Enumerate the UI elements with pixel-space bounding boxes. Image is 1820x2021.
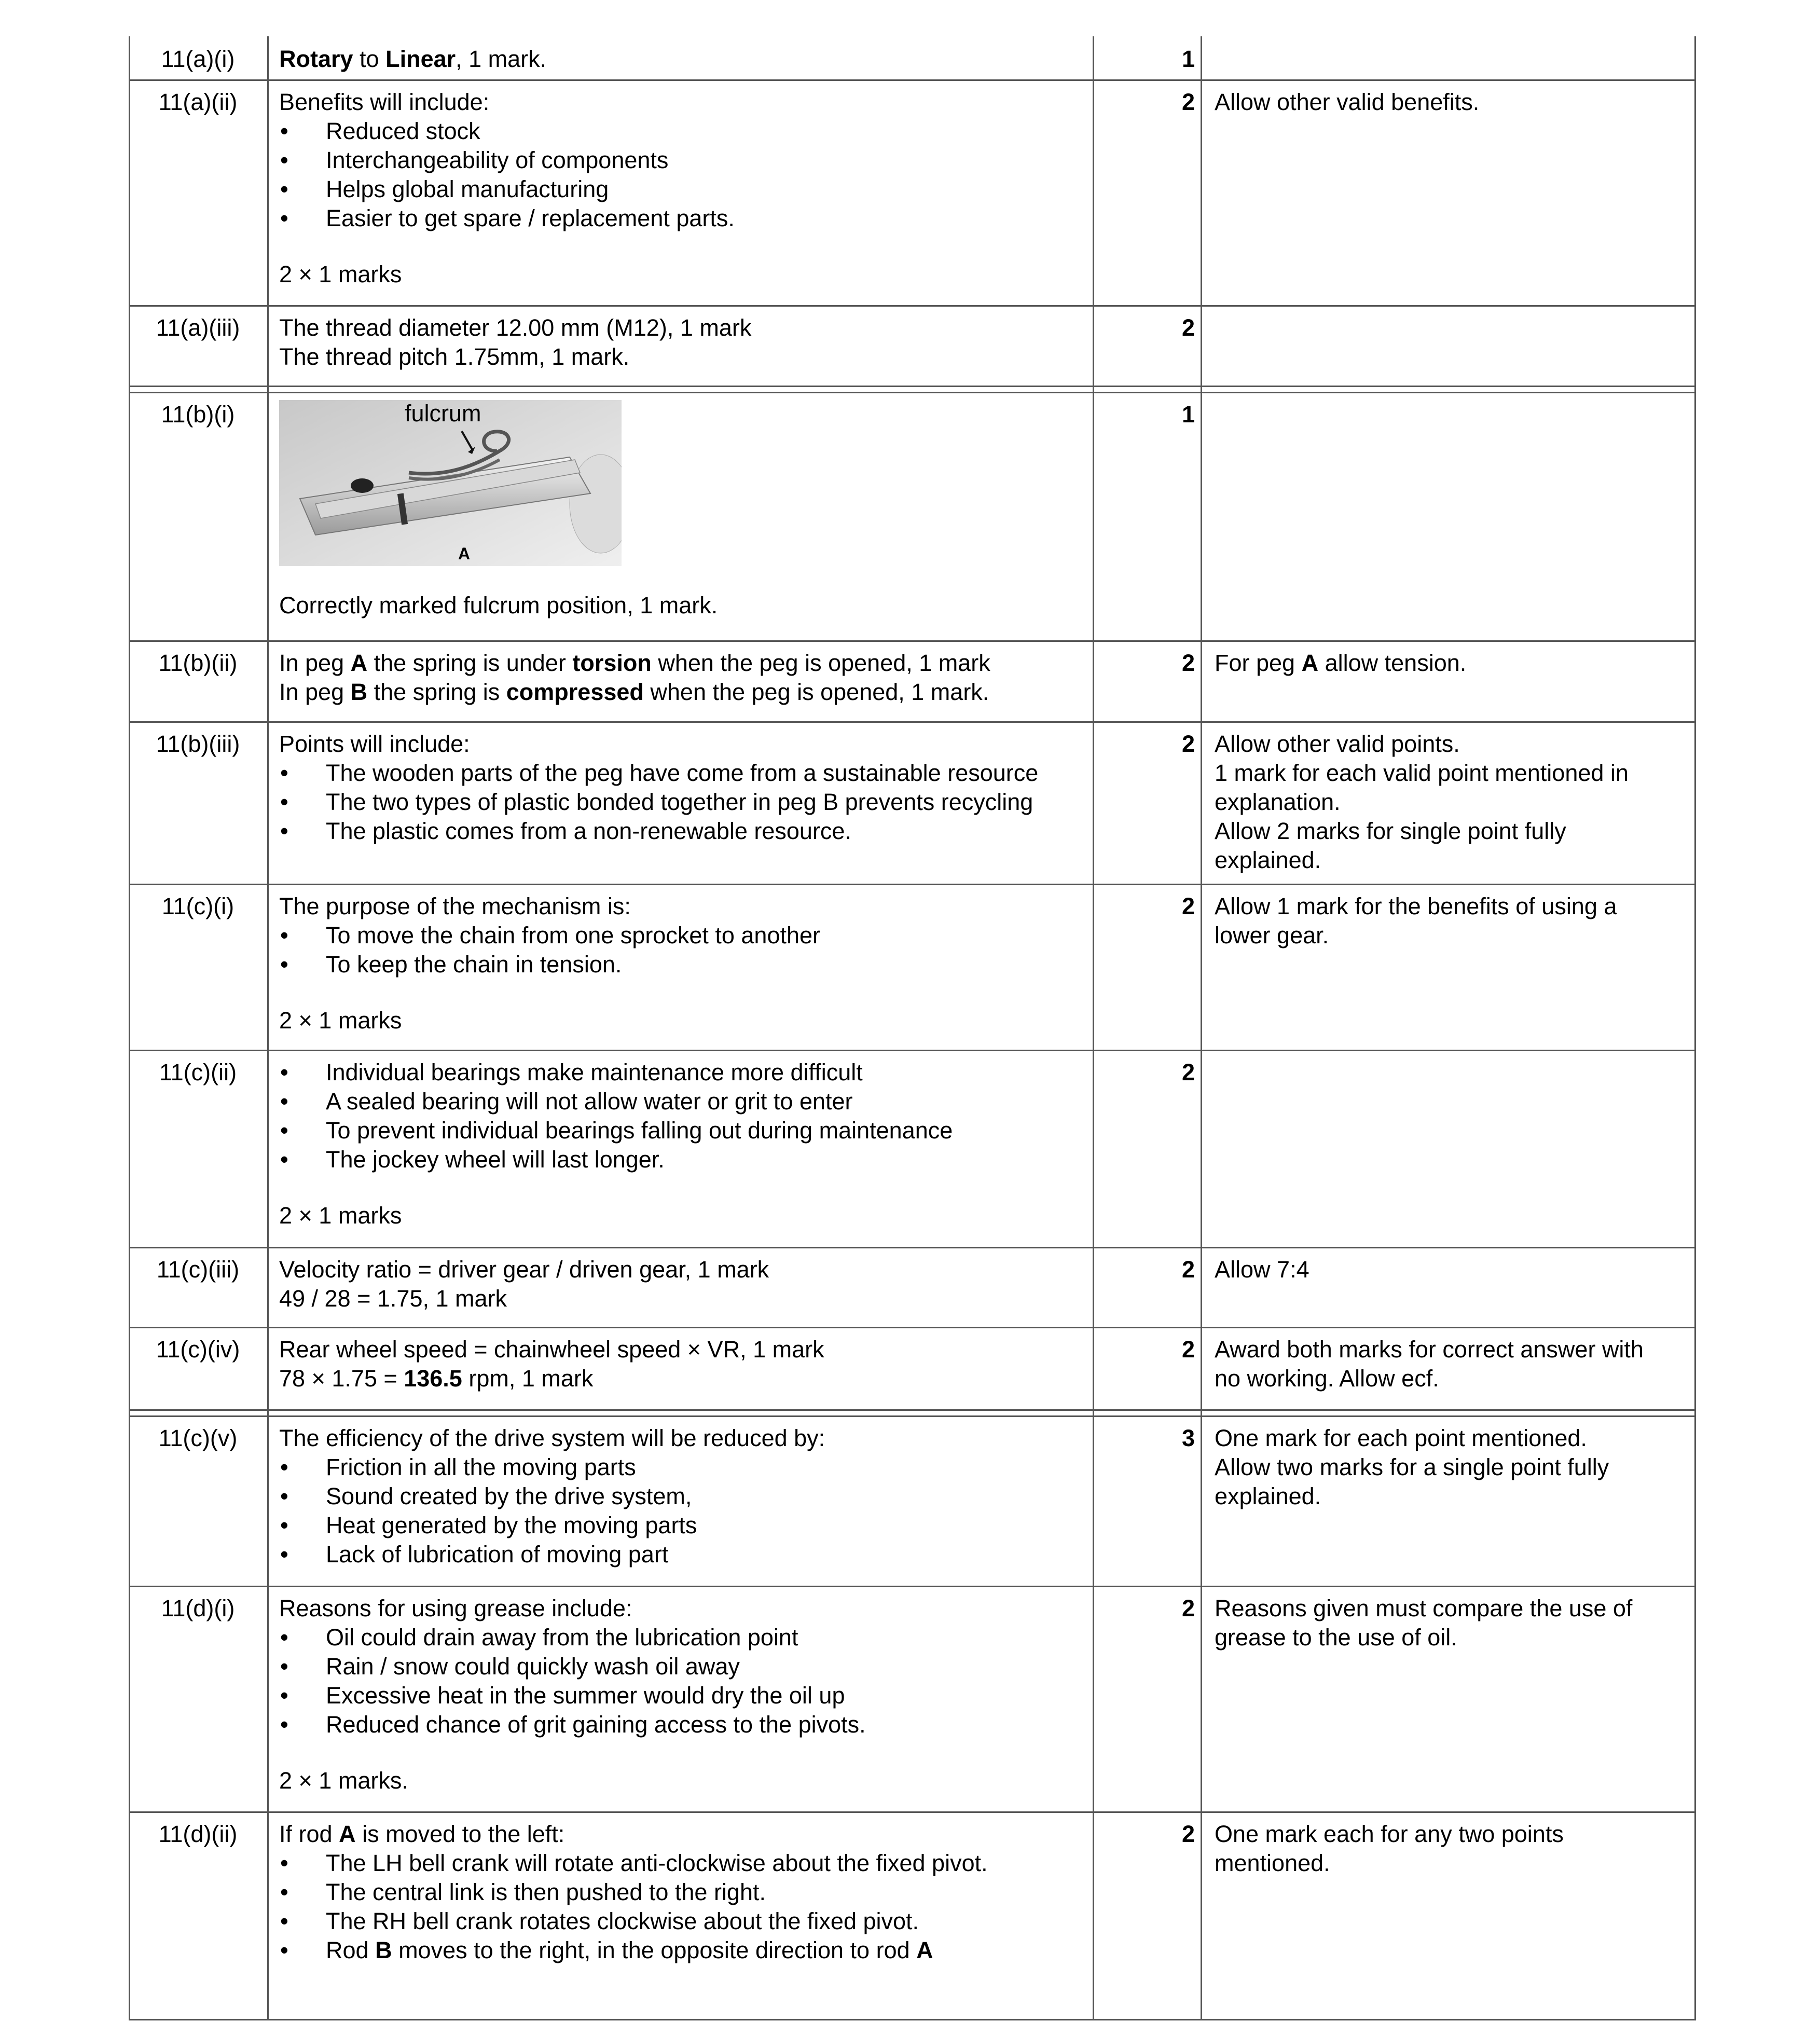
answer-cell: [279, 1255, 1088, 1313]
answer-bullet: [279, 1116, 1088, 1145]
answer-text: To move the chain from one sprocket to another: [326, 922, 821, 948]
answer-text: when the peg is opened, 1 mark: [651, 650, 990, 676]
answer-text: 49 / 28 = 1.75, 1 mark: [279, 1285, 507, 1312]
bold-answer-term: Linear: [385, 46, 456, 72]
answer-bullet: [279, 1087, 1088, 1116]
answer-text: Friction in all the moving parts: [326, 1454, 636, 1480]
answer-text: Sound created by the drive system,: [326, 1483, 692, 1509]
answer-text: Benefits will include:: [279, 89, 490, 115]
answer-text: The wooden parts of the peg have come from a sustainable resource: [326, 760, 1039, 786]
answer-text: Excessive heat in the summer would dry the oil up: [326, 1682, 845, 1709]
question-number: 11(c)(iv): [156, 1336, 240, 1363]
bold-answer-term: torsion: [572, 650, 652, 676]
row-divider: [129, 1247, 1696, 1248]
guidance-line: [1215, 649, 1692, 678]
answer-bullet: [279, 175, 1088, 204]
answer-line: [279, 649, 1088, 678]
answer-text: Helps global manufacturing: [326, 176, 609, 202]
answer-text: Heat generated by the moving parts: [326, 1512, 697, 1538]
row-divider: [129, 305, 1696, 307]
answer-bullet: [279, 1453, 1088, 1482]
question-number: 11(c)(i): [161, 893, 235, 919]
answer-text: the spring is under: [367, 650, 573, 676]
guidance-line: Allow other valid benefits.: [1215, 89, 1480, 115]
answer-line: [279, 313, 1088, 342]
answer-line: [279, 1424, 1088, 1453]
table-bottom-border: [129, 2019, 1696, 2020]
answer-text: Individual bearings make maintenance more difficult: [326, 1059, 863, 1085]
answer-text: The efficiency of the drive system will be reduced by:: [279, 1425, 825, 1451]
column-divider: [1093, 36, 1094, 2020]
row-divider: [129, 1586, 1696, 1587]
answer-bullet: [279, 1878, 1088, 1907]
marks-value: 2: [1181, 1256, 1195, 1283]
row-divider: [129, 1050, 1696, 1051]
guidance-cell: [1215, 649, 1692, 678]
marks-value: 2: [1181, 314, 1195, 341]
answer-bullet: [279, 117, 1088, 146]
answer-text: The thread pitch 1.75mm, 1 mark.: [279, 343, 630, 370]
guidance-line: Allow 2 marks for single point fully: [1215, 818, 1566, 844]
answer-text: The jockey wheel will last longer.: [326, 1146, 665, 1173]
row-divider: [129, 386, 1696, 387]
answer-bullet: [279, 146, 1088, 175]
answer-text: to: [353, 46, 386, 72]
row-divider: [129, 1415, 1696, 1417]
bold-answer-term: 136.5: [404, 1365, 462, 1392]
answer-bullet: [279, 788, 1088, 817]
question-number: 11(a)(iii): [156, 314, 240, 341]
answer-bullet: [279, 204, 1088, 233]
marks-value: 2: [1181, 89, 1195, 115]
answer-line: [279, 1335, 1088, 1364]
answer-line: [279, 1201, 1088, 1230]
row-divider: [129, 1409, 1696, 1411]
spacer: [279, 979, 1088, 1006]
answer-bullet: [279, 1652, 1088, 1681]
question-number: 11(c)(iii): [156, 1256, 240, 1283]
answer-text: Interchangeability of components: [326, 147, 669, 173]
guidance-line: Allow other valid points.: [1215, 731, 1460, 757]
answer-text: The two types of plastic bonded together in peg B prevents recycling: [326, 789, 1033, 815]
question-number: 11(a)(ii): [158, 89, 238, 115]
answer-bullet: [279, 1849, 1088, 1878]
column-divider: [1201, 36, 1202, 2020]
answer-text: To keep the chain in tension.: [326, 951, 622, 978]
question-number: 11(c)(v): [158, 1425, 238, 1451]
answer-text: Reduced stock: [326, 118, 480, 144]
spacer: [279, 233, 1088, 260]
bold-answer-term: Rotary: [279, 46, 353, 72]
guidance-cell: [1215, 730, 1692, 875]
answer-text: The purpose of the mechanism is:: [279, 893, 631, 919]
answer-line: [279, 730, 1088, 759]
answer-cell: [279, 1058, 1088, 1230]
column-divider: [267, 36, 269, 2020]
answer-text: 2 × 1 marks: [279, 1007, 402, 1034]
answer-line: [279, 1006, 1088, 1035]
answer-line: [279, 1255, 1088, 1284]
guidance-line: Reasons given must compare the use of: [1215, 1595, 1633, 1621]
answer-text: A sealed bearing will not allow water or grit to enter: [326, 1088, 853, 1115]
answer-cell: [279, 1335, 1088, 1393]
clothes-peg-photo: [279, 400, 622, 566]
guidance-cell: [1215, 1424, 1692, 1511]
answer-text: In peg: [279, 679, 351, 705]
answer-cell: [279, 45, 1088, 74]
answer-cell: [279, 313, 1088, 372]
answer-text: To prevent individual bearings falling out during maintenance: [326, 1117, 953, 1144]
answer-text: In peg: [279, 650, 351, 676]
answer-text: 78 × 1.75 =: [279, 1365, 404, 1392]
answer-line: [279, 1284, 1088, 1313]
spacer: [279, 1174, 1088, 1201]
bold-answer-term: B: [375, 1937, 392, 1963]
answer-line: [279, 88, 1088, 117]
guidance-line: mentioned.: [1215, 1850, 1330, 1876]
answer-bullet: [279, 1623, 1088, 1652]
marks-value: 2: [1181, 893, 1195, 919]
guidance-line: One mark each for any two points: [1215, 1821, 1564, 1847]
guidance-line: Allow two marks for a single point fully: [1215, 1454, 1609, 1480]
guidance-cell: [1215, 892, 1692, 950]
guidance-line: Allow 7:4: [1215, 1256, 1309, 1283]
question-number: 11(c)(ii): [159, 1059, 237, 1085]
answer-text: is moved to the left:: [355, 1821, 565, 1847]
guidance-text: allow tension.: [1318, 650, 1467, 676]
question-number: 11(b)(ii): [158, 650, 238, 676]
fulcrum-label: fulcrum: [405, 400, 481, 427]
answer-line: [279, 678, 1088, 707]
row-divider: [129, 1327, 1696, 1328]
answer-cell: [279, 892, 1088, 1035]
answer-text: Rod: [326, 1937, 376, 1963]
answer-text: the spring is: [367, 679, 506, 705]
marks-value: 2: [1181, 1336, 1195, 1363]
guidance-line: grease to the use of oil.: [1215, 1624, 1457, 1651]
answer-text: Reasons for using grease include:: [279, 1595, 632, 1621]
answer-text: The plastic comes from a non-renewable resource.: [326, 818, 851, 844]
guidance-line: lower gear.: [1215, 922, 1329, 948]
question-number: 11(d)(ii): [158, 1821, 238, 1847]
answer-bullet: [279, 1681, 1088, 1710]
guidance-line: explained.: [1215, 847, 1321, 873]
guidance-line: One mark for each point mentioned.: [1215, 1425, 1587, 1451]
marks-value: 2: [1181, 1059, 1195, 1085]
answer-bullet: [279, 759, 1088, 788]
answer-text: If rod: [279, 1821, 339, 1847]
answer-text: The thread diameter 12.00 mm (M12), 1 mark: [279, 314, 752, 341]
bold-guidance-term: A: [1301, 650, 1319, 676]
answer-text: , 1 mark.: [456, 46, 547, 72]
answer-text: Oil could drain away from the lubrication point: [326, 1624, 798, 1651]
guidance-cell: [1215, 1255, 1692, 1284]
guidance-cell: [1215, 1594, 1692, 1652]
answer-line: [279, 260, 1088, 289]
guidance-cell: [1215, 1335, 1692, 1393]
marks-value: 2: [1181, 650, 1195, 676]
answer-text: rpm, 1 mark: [462, 1365, 594, 1392]
answer-text: 2 × 1 marks.: [279, 1767, 408, 1794]
answer-cell: [279, 1594, 1088, 1795]
bold-answer-term: compressed: [506, 679, 644, 705]
row-divider: [129, 1811, 1696, 1813]
answer-text: The RH bell crank rotates clockwise about the fixed pivot.: [326, 1908, 919, 1934]
answer-cell: [279, 730, 1088, 846]
answer-cell: [279, 400, 1088, 620]
bold-answer-term: A: [339, 1821, 356, 1847]
answer-text: The central link is then pushed to the right.: [326, 1879, 766, 1905]
marks-value: 1: [1181, 46, 1195, 72]
row-divider: [129, 392, 1696, 393]
marks-value: 3: [1181, 1425, 1195, 1451]
answer-line: [279, 1766, 1088, 1795]
answer-text: Rear wheel speed = chainwheel speed × VR, 1 mark: [279, 1336, 824, 1363]
guidance-line: explained.: [1215, 1483, 1321, 1509]
question-number: 11(b)(iii): [156, 731, 240, 757]
answer-bullet: [279, 1482, 1088, 1511]
guidance-line: explanation.: [1215, 789, 1341, 815]
marks-value: 2: [1181, 1595, 1195, 1621]
answer-bullet: [279, 1907, 1088, 1936]
answer-text: 2 × 1 marks: [279, 1202, 402, 1229]
guidance-line: no working. Allow ecf.: [1215, 1365, 1439, 1392]
answer-line: [279, 591, 1088, 620]
answer-bullet: [279, 1511, 1088, 1540]
row-divider: [129, 79, 1696, 81]
answer-line: [279, 892, 1088, 921]
answer-text: moves to the right, in the opposite direction to rod: [392, 1937, 917, 1963]
column-divider: [1694, 36, 1696, 2020]
answer-text: The LH bell crank will rotate anti-clockwise about the fixed pivot.: [326, 1850, 988, 1876]
answer-cell: [279, 649, 1088, 707]
answer-text: 2 × 1 marks: [279, 261, 402, 287]
answer-text: Lack of lubrication of moving part: [326, 1541, 669, 1568]
answer-text: Points will include:: [279, 731, 470, 757]
peg-letter-label: A: [458, 544, 471, 563]
answer-text: Correctly marked fulcrum position, 1 mark.: [279, 592, 718, 618]
marks-value: 1: [1181, 401, 1195, 428]
answer-text: Rain / snow could quickly wash oil away: [326, 1653, 740, 1680]
answer-bullet: [279, 1058, 1088, 1087]
row-divider: [129, 640, 1696, 642]
answer-text: Reduced chance of grit gaining access to the pivots.: [326, 1711, 866, 1738]
answer-bullet: [279, 1145, 1088, 1174]
answer-bullet: [279, 950, 1088, 979]
answer-text: Velocity ratio = driver gear / driven gear, 1 mark: [279, 1256, 769, 1283]
row-divider: [129, 884, 1696, 885]
answer-line: [279, 45, 1088, 74]
question-number: 11(a)(i): [161, 46, 235, 72]
marks-value: 2: [1181, 731, 1195, 757]
answer-bullet: [279, 1540, 1088, 1569]
answer-text: when the peg is opened, 1 mark.: [643, 679, 989, 705]
answer-bullet: [279, 817, 1088, 846]
bold-answer-term: A: [350, 650, 368, 676]
answer-bullet: [279, 921, 1088, 950]
guidance-line: 1 mark for each valid point mentioned in: [1215, 760, 1629, 786]
guidance-line: Award both marks for correct answer with: [1215, 1336, 1644, 1363]
question-number: 11(b)(i): [161, 401, 235, 428]
row-divider: [129, 721, 1696, 723]
answer-bullet: [279, 1710, 1088, 1739]
guidance-cell: [1215, 88, 1692, 117]
answer-cell: [279, 88, 1088, 289]
answer-bullet: [279, 1936, 1088, 1965]
spacer: [279, 1739, 1088, 1766]
bold-answer-term: A: [916, 1937, 933, 1963]
bold-answer-term: B: [350, 679, 368, 705]
guidance-cell: [1215, 1820, 1692, 1878]
answer-cell: [279, 1424, 1088, 1569]
answer-line: [279, 1820, 1088, 1849]
answer-text: Easier to get spare / replacement parts.: [326, 205, 735, 231]
question-number: 11(d)(i): [161, 1595, 235, 1621]
answer-cell: [279, 1820, 1088, 1965]
guidance-text: For peg: [1215, 650, 1302, 676]
answer-line: [279, 1364, 1088, 1393]
guidance-line: Allow 1 mark for the benefits of using a: [1215, 893, 1617, 919]
answer-line: [279, 342, 1088, 372]
answer-line: [279, 1594, 1088, 1623]
marks-value: 2: [1181, 1821, 1195, 1847]
